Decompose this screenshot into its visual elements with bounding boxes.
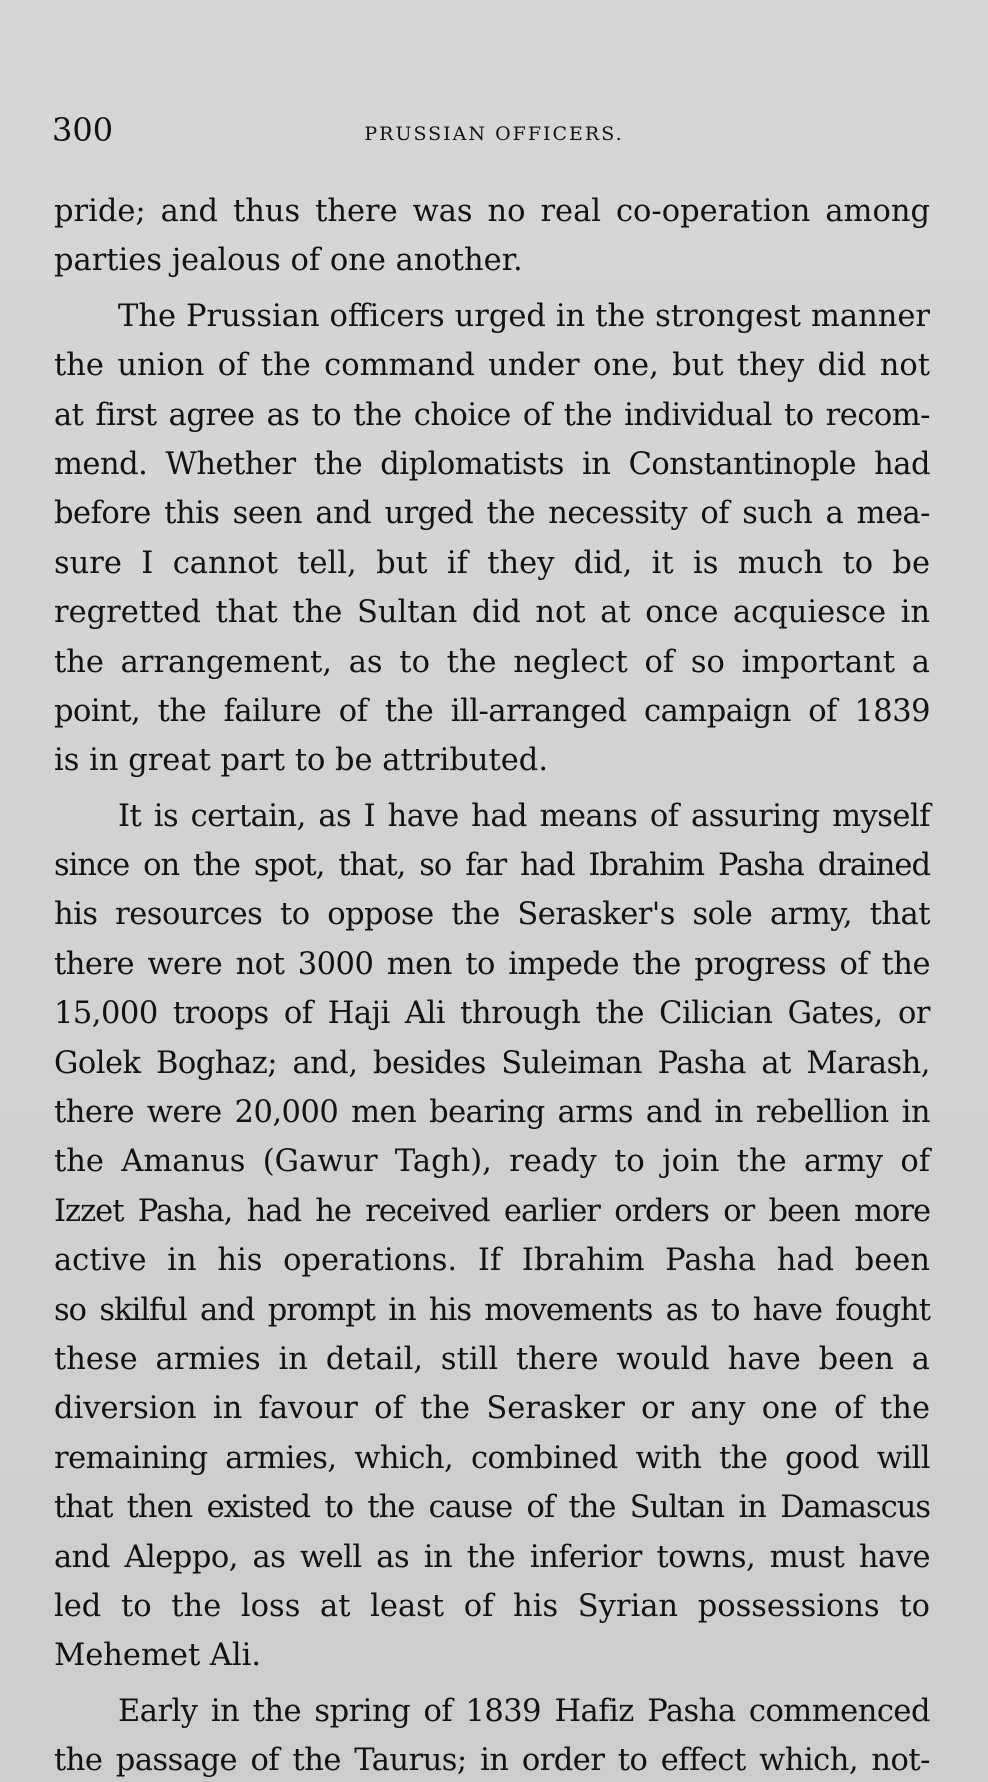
text-line: the union of the command under one, but they did not — [54, 348, 930, 384]
text-line: at first agree as to the choice of the individual to recom- — [54, 397, 930, 433]
text-line: parties jealous of one another. — [54, 243, 523, 279]
paragraph — [54, 792, 930, 1681]
running-head: PRUSSIAN OFFICERS. — [364, 123, 624, 145]
text-line: the passage of the Taurus; in order to effect which, not- — [54, 1743, 930, 1779]
text-line: regretted that the Sultan did not at once acquiesce in — [54, 595, 930, 631]
text-line: remaining armies, which, combined with the good will — [54, 1440, 930, 1476]
text-line: 15,000 troops of Haji Ali through the Cilician Gates, or — [54, 996, 930, 1032]
text-line: is in great part to be attributed. — [54, 743, 549, 779]
text-line: there were not 3000 men to impede the progress of the — [54, 946, 930, 982]
text-line: mend. Whether the diplomatists in Constantinople had — [54, 446, 930, 482]
text-line: the arrangement, as to the neglect of so important a — [54, 644, 930, 680]
text-line: these armies in detail, still there would have been a — [54, 1341, 930, 1377]
text-line: that then existed to the cause of the Sultan in Damascus — [54, 1490, 930, 1526]
text-line: there were 20,000 men bearing arms and in rebellion in — [54, 1095, 930, 1131]
text-line: sure I cannot tell, but if they did, it is much to be — [54, 545, 930, 581]
text-line: and Aleppo, as well as in the inferior towns, must have — [54, 1539, 930, 1575]
text-line: point, the failure of the ill-arranged campaign of 1839 — [54, 693, 930, 729]
text-line: Izzet Pasha, had he received earlier orders or been more — [54, 1193, 930, 1229]
text-line: diversion in favour of the Serasker or any one of the — [54, 1391, 930, 1427]
text-line: since on the spot, that, so far had Ibrahim Pasha drained — [54, 848, 930, 884]
text-line: Mehemet Ali. — [54, 1638, 262, 1674]
text-line: active in his operations. If Ibrahim Pasha had been — [54, 1243, 930, 1279]
paragraph — [54, 187, 930, 286]
paragraph — [54, 292, 930, 786]
body-text — [54, 187, 930, 1782]
text-line: before this seen and urged the necessity of such a mea- — [54, 496, 930, 532]
text-line: Early in the spring of 1839 Hafiz Pasha commenced — [118, 1693, 930, 1729]
text-line: It is certain, as I have had means of assuring myself — [118, 798, 930, 834]
page-number: 300 — [52, 111, 114, 149]
paragraph — [54, 1687, 930, 1782]
text-line: the Amanus (Gawur Tagh), ready to join the army of — [54, 1144, 930, 1180]
text-line: so skilful and prompt in his movements as to have fought — [54, 1292, 930, 1328]
page-header — [52, 108, 936, 152]
text-line: The Prussian officers urged in the strongest manner — [118, 298, 930, 334]
text-line: pride; and thus there was no real co-operation among — [54, 194, 930, 229]
text-line: Golek Boghaz; and, besides Suleiman Pasha at Marash, — [54, 1045, 930, 1081]
text-line: his resources to oppose the Serasker's sole army, that — [54, 897, 930, 933]
text-line: led to the loss at least of his Syrian possessions to — [54, 1588, 930, 1624]
